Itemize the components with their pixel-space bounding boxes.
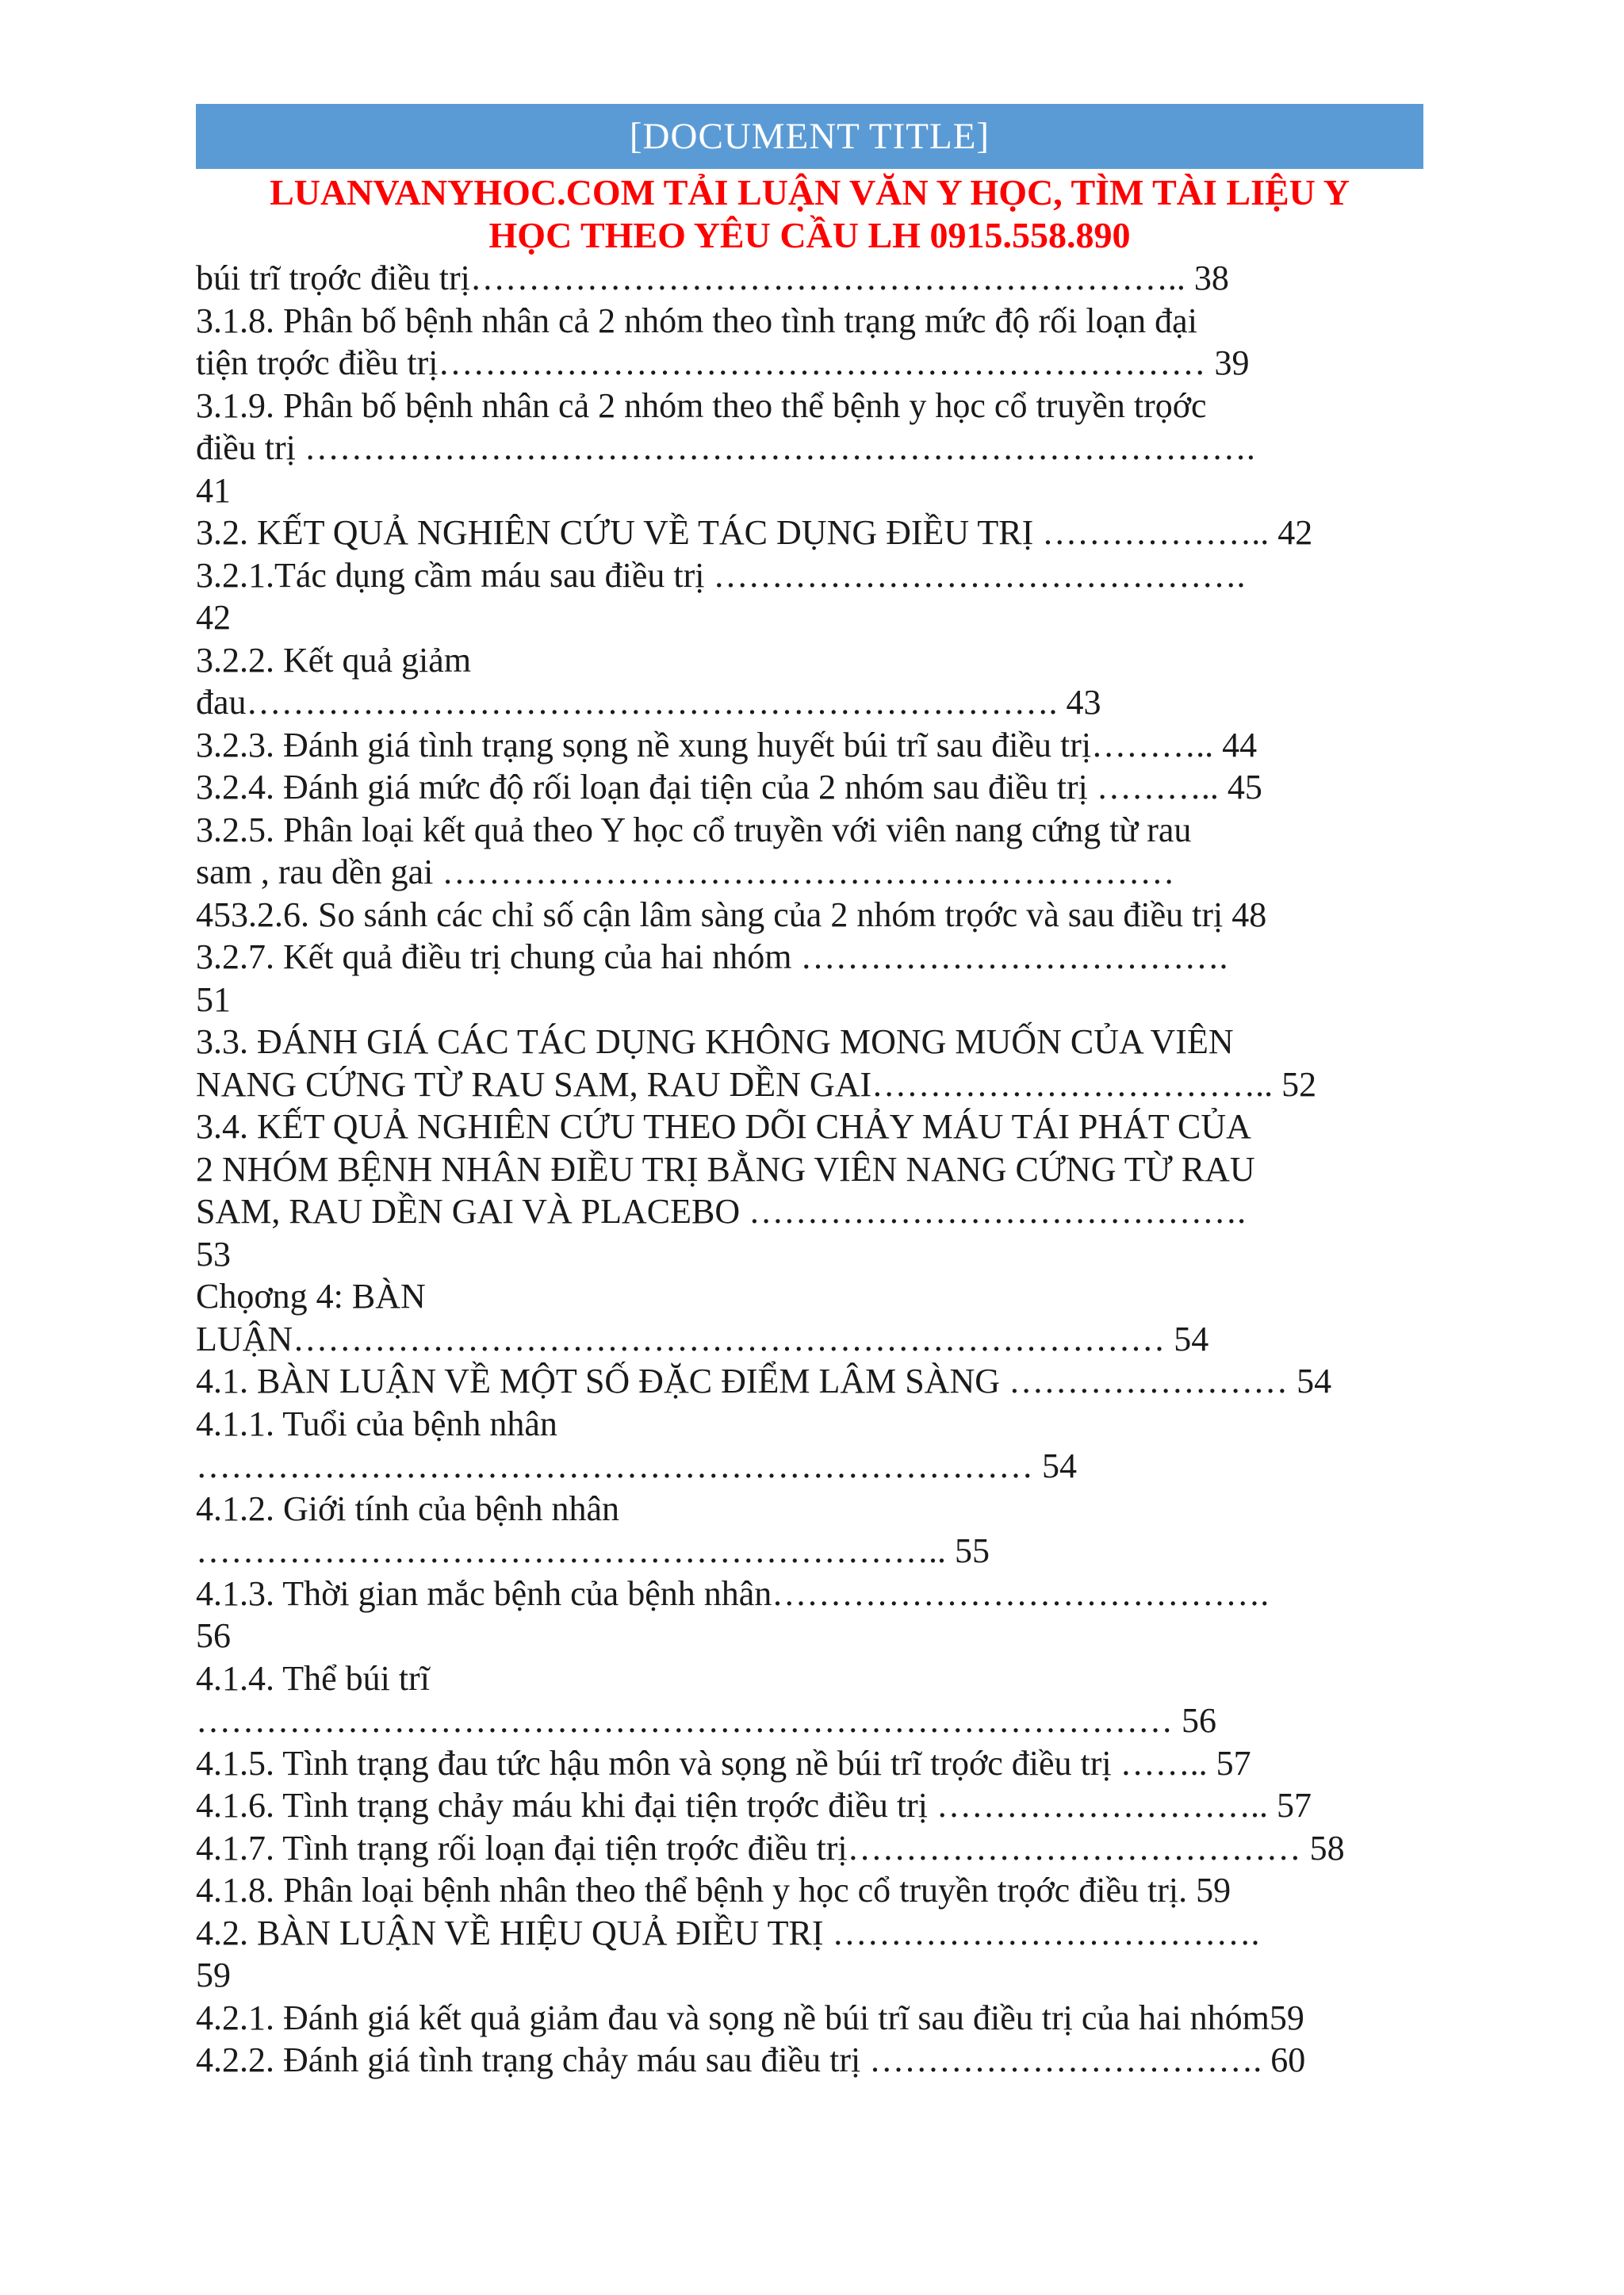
toc-line: tiện trọớc điều trị………………………………………………………… 39 [196,343,1250,382]
toc-line: 4.1.8. Phân loại bệnh nhân theo thể bệnh y học cổ truyền trọớc điều trị. 59 [196,1871,1231,1910]
toc-line: 4.2.2. Đánh giá tình trạng chảy máu sau điều trị ……………………………. 60 [196,2040,1306,2079]
toc-line: NANG CỨNG TỪ RAU SAM, RAU DỀN GAI…………………………….. 52 [196,1064,1317,1104]
header-banner [174,171,1445,257]
toc-line: 4.2. BÀN LUẬN VỀ HIỆU QUẢ ĐIỀU TRỊ ………………………………. [196,1913,1260,1952]
toc-line: 4.1.5. Tình trạng đau tức hậu môn và sọng nề búi trĩ trọớc điều trị …….. 57 [196,1743,1251,1783]
toc-line: 3.2.2. Kết quả giảm [196,640,472,680]
toc-line: 3.2.7. Kết quả điều trị chung của hai nhóm ………………………………. [196,937,1228,976]
toc-line: 453.2.6. So sánh các chỉ số cận lâm sàng của 2 nhóm trọớc và sau điều trị 48 [196,895,1267,934]
toc-line: 3.2.5. Phân loại kết quả theo Y học cổ truyền với viên nang cứng từ rau [196,810,1192,849]
toc-line: 59 [196,1956,231,1994]
toc-line: 3.4. KẾT QUẢ NGHIÊN CỨU THEO DÕI CHẢY MÁU TÁI PHÁT CỦA [196,1107,1251,1146]
toc-line: búi trĩ trọớc điều trị…………………………………………………….. 38 [196,259,1229,297]
toc-line: 3.2.1.Tác dụng cầm máu sau điều trị ………………………………………. [196,555,1246,595]
toc-line: 51 [196,979,231,1019]
toc-line: 3.1.8. Phân bố bệnh nhân cả 2 nhóm theo tình trạng mức độ rối loạn đại [196,301,1197,340]
toc-line: 3.3. ĐÁNH GIÁ CÁC TÁC DỤNG KHÔNG MONG MUỐN CỦA VIÊN [196,1022,1234,1061]
toc-line: 4.1.4. Thể búi trĩ [196,1658,430,1698]
toc-line: 4.2.1. Đánh giá kết quả giảm đau và sọng nề búi trĩ sau điều trị của hai nhóm59 [196,1998,1304,2037]
toc-line: 4.1.3. Thời gian mắc bệnh của bệnh nhân……………………………………. [196,1573,1270,1613]
document-title: [DOCUMENT TITLE] [629,116,990,157]
toc-line: sam , rau dền gai ……………………………………………………… [196,852,1175,891]
toc-line: 42 [196,598,231,637]
toc-line: LUẬN………………………………………………………………… 54 [196,1319,1209,1358]
toc-line: 53 [196,1234,231,1274]
toc-line: 4.1. BÀN LUẬN VỀ MỘT SỐ ĐẶC ĐIỂM LÂM SÀNG …………………… 54 [196,1362,1332,1400]
table-of-contents [196,257,1433,2082]
toc-line: 56 [196,1616,231,1655]
toc-line: 4.1.2. Giới tính của bệnh nhân [196,1488,620,1528]
banner-line-2: HỌC THEO YÊU CẦU LH 0915.558.890 [488,215,1131,255]
toc-line: Chọơng 4: BÀN [196,1277,426,1316]
toc-line: 41 [196,470,231,510]
toc-line: ……………………………………………………….. 55 [196,1531,990,1570]
toc-line: đau……………………………………………………………. 43 [196,683,1101,722]
toc-line: 4.1.6. Tình trạng chảy máu khi đại tiện trọớc điều trị ……………………….. 57 [196,1786,1312,1825]
banner-line-1: LUANVANYHOC.COM TẢI LUẬN VĂN Y HỌC, TÌM TÀI LIỆU Y [270,172,1350,213]
toc-line: ………………………………………………………………………… 56 [196,1701,1216,1740]
toc-line: ……………………………………………………………… 54 [196,1446,1077,1485]
toc-line: điều trị ………………………………………………………………………. [196,428,1255,467]
toc-line: SAM, RAU DỀN GAI VÀ PLACEBO ……………………………………. [196,1192,1247,1231]
toc-line: 3.2. KẾT QUẢ NGHIÊN CỨU VỀ TÁC DỤNG ĐIỀU TRỊ ……………….. 42 [196,513,1313,552]
toc-line: 4.1.1. Tuổi của bệnh nhân [196,1404,557,1443]
toc-line: 4.1.7. Tình trạng rối loạn đại tiện trọớc điều trị………………………………… 58 [196,1828,1345,1868]
toc-line: 2 NHÓM BỆNH NHÂN ĐIỀU TRỊ BẰNG VIÊN NANG CỨNG TỪ RAU [196,1149,1255,1189]
document-title-bar [196,104,1423,169]
toc-line: 3.1.9. Phân bố bệnh nhân cả 2 nhóm theo thể bệnh y học cổ truyền trọớc [196,385,1207,425]
toc-line: 3.2.3. Đánh giá tình trạng sọng nề xung huyết búi trĩ sau điều trị……….. 44 [196,725,1258,764]
toc-line: 3.2.4. Đánh giá mức độ rối loạn đại tiện của 2 nhóm sau điều trị ……….. 45 [196,768,1262,807]
